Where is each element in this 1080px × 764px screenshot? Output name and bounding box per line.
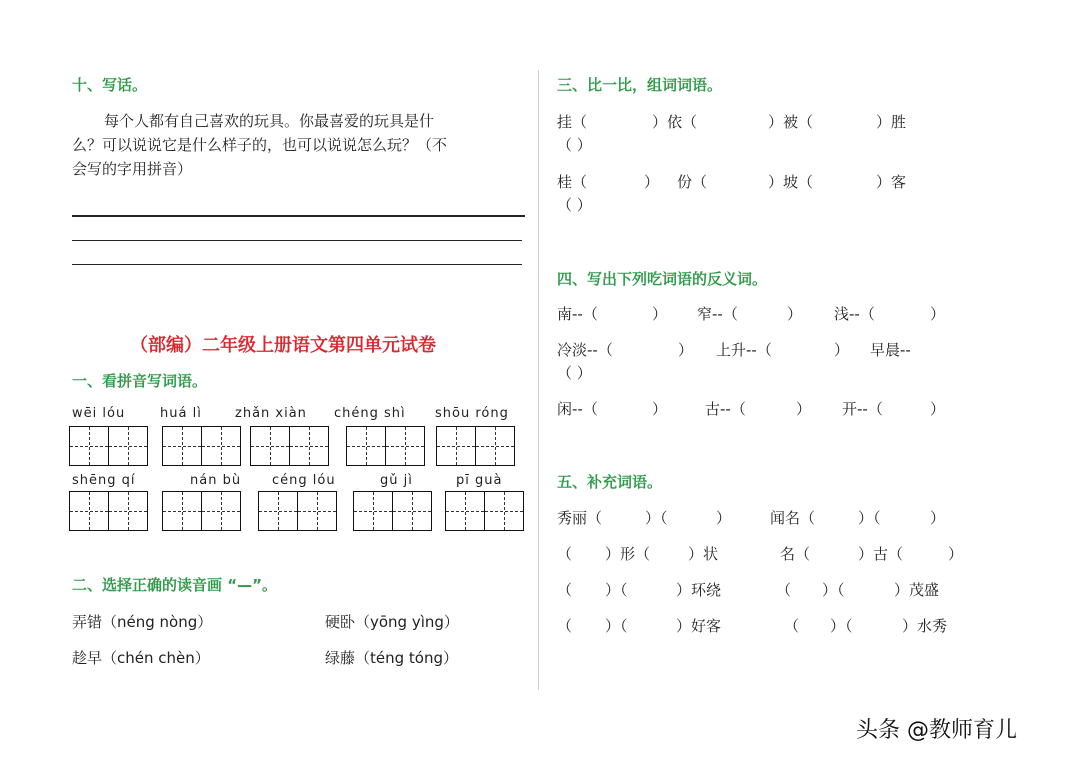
compare-text: 桂（ bbox=[557, 173, 588, 191]
idiom-text: ）好客 bbox=[676, 617, 722, 635]
tianzige-box[interactable] bbox=[436, 426, 515, 466]
idiom-text: ）古（ bbox=[858, 545, 904, 563]
idiom-text: ）（ bbox=[605, 617, 628, 635]
compare-text: ） bbox=[644, 173, 660, 191]
section3-heading: 三、比一比，组词词语。 bbox=[557, 76, 723, 94]
compare-text: ）被（ bbox=[768, 113, 814, 131]
tianzige-box[interactable] bbox=[162, 491, 241, 531]
pinyin-label: gǔ jì bbox=[380, 473, 413, 488]
tianzige-box[interactable] bbox=[353, 491, 432, 531]
antonym-text: ） bbox=[930, 400, 946, 418]
compare-text: ）坡（ bbox=[768, 173, 814, 191]
section4-heading: 四、写出下列吃词语的反义词。 bbox=[557, 270, 768, 288]
idiom-text: ）形（ bbox=[605, 545, 651, 563]
antonym-text: 南--（ bbox=[557, 305, 598, 323]
idiom-text: ）茂盛 bbox=[894, 581, 940, 599]
antonym-text: ） bbox=[796, 400, 812, 418]
pinyin-label: wēi lóu bbox=[72, 406, 126, 421]
compare-blank[interactable]: （ ） bbox=[557, 196, 592, 214]
writing-prompt-line3: 会写的字用拼音） bbox=[72, 160, 193, 178]
idiom-text: （ bbox=[557, 617, 573, 635]
pinyin-label: shōu róng bbox=[435, 406, 509, 421]
idiom-text: ）（ bbox=[858, 509, 881, 527]
reading-choice[interactable]: 绿藤（téng tóng） bbox=[325, 649, 458, 667]
antonym-text: 窄--（ bbox=[697, 305, 738, 323]
idiom-text: （ bbox=[776, 581, 792, 599]
pinyin-label: céng lóu bbox=[272, 473, 336, 488]
antonym-text: ） bbox=[652, 400, 668, 418]
writing-prompt-line2: 么？可以说说它是什么样子的，也可以说说怎么玩？（不 bbox=[72, 136, 448, 154]
antonym-text: 古--（ bbox=[705, 400, 746, 418]
tianzige-box[interactable] bbox=[69, 491, 148, 531]
tianzige-box[interactable] bbox=[69, 426, 148, 466]
antonym-text: ） bbox=[787, 305, 803, 323]
idiom-text: （ bbox=[557, 581, 573, 599]
idiom-text: （ bbox=[557, 545, 573, 563]
idiom-text: ）（ bbox=[822, 581, 845, 599]
idiom-text: ） bbox=[948, 545, 964, 563]
writing-line-3[interactable] bbox=[72, 264, 522, 265]
writing-line-2[interactable] bbox=[72, 240, 522, 241]
idiom-text: 秀丽（ bbox=[557, 509, 603, 527]
idiom-text: ）水秀 bbox=[902, 617, 948, 635]
idiom-text: ）（ bbox=[605, 581, 628, 599]
writing-prompt-line1: 每个人都有自己喜欢的玩具。你最喜爱的玩具是什 bbox=[104, 112, 435, 130]
column-divider bbox=[538, 70, 539, 690]
idiom-text: 闻名（ bbox=[770, 509, 816, 527]
reading-choice[interactable]: 弄错（néng nòng） bbox=[72, 613, 213, 631]
tianzige-box[interactable] bbox=[445, 491, 524, 531]
idiom-text: ） bbox=[930, 509, 946, 527]
antonym-text: ） bbox=[834, 341, 850, 359]
antonym-text: 上升--（ bbox=[716, 341, 772, 359]
compare-text: ）客 bbox=[876, 173, 907, 191]
section5-heading: 五、补充词语。 bbox=[557, 473, 663, 491]
pinyin-label: nán bù bbox=[190, 473, 242, 488]
section2-heading: 二、选择正确的读音画 “—”。 bbox=[72, 576, 277, 594]
antonym-text: 早晨-- bbox=[870, 341, 911, 359]
tianzige-box[interactable] bbox=[346, 426, 425, 466]
tianzige-box[interactable] bbox=[162, 426, 241, 466]
reading-choice[interactable]: 硬卧（yōng yìng） bbox=[325, 613, 459, 631]
idiom-text: 名（ bbox=[780, 545, 811, 563]
compare-text: 挂（ bbox=[557, 113, 588, 131]
idiom-text: （ bbox=[784, 617, 800, 635]
idiom-text: ）（ bbox=[830, 617, 853, 635]
tianzige-box[interactable] bbox=[250, 426, 329, 466]
idiom-text: ）环绕 bbox=[676, 581, 722, 599]
antonym-blank[interactable]: （ ） bbox=[557, 364, 592, 382]
compare-text: ）依（ bbox=[652, 113, 698, 131]
exam-title: （部编）二年级上册语文第四单元试卷 bbox=[130, 335, 436, 356]
pinyin-label: chéng shì bbox=[334, 406, 406, 421]
pinyin-label: shēng qí bbox=[72, 473, 136, 488]
antonym-text: 开--（ bbox=[842, 400, 883, 418]
pinyin-label: pī guà bbox=[456, 473, 503, 488]
compare-text: 份（ bbox=[677, 173, 708, 191]
idiom-text: ）（ bbox=[645, 509, 668, 527]
pinyin-label: huá lì bbox=[160, 406, 202, 421]
pinyin-label: zhǎn xiàn bbox=[235, 406, 307, 421]
writing-heading: 十、写话。 bbox=[72, 76, 148, 94]
antonym-text: ） bbox=[930, 305, 946, 323]
antonym-text: ） bbox=[652, 305, 668, 323]
antonym-text: 冷淡--（ bbox=[557, 341, 613, 359]
compare-blank[interactable]: （ ） bbox=[557, 136, 592, 154]
compare-text: ）胜 bbox=[876, 113, 907, 131]
tianzige-box[interactable] bbox=[258, 491, 337, 531]
antonym-text: ） bbox=[678, 341, 694, 359]
writing-line-1[interactable] bbox=[72, 215, 525, 217]
idiom-text: ）状 bbox=[688, 545, 719, 563]
antonym-text: 浅--（ bbox=[834, 305, 875, 323]
watermark: 头条 @教师育儿 bbox=[856, 718, 1017, 743]
idiom-text: ） bbox=[716, 509, 732, 527]
reading-choice[interactable]: 趁早（chén chèn） bbox=[72, 649, 210, 667]
section1-heading: 一、看拼音写词语。 bbox=[72, 372, 208, 390]
antonym-text: 闲--（ bbox=[557, 400, 598, 418]
